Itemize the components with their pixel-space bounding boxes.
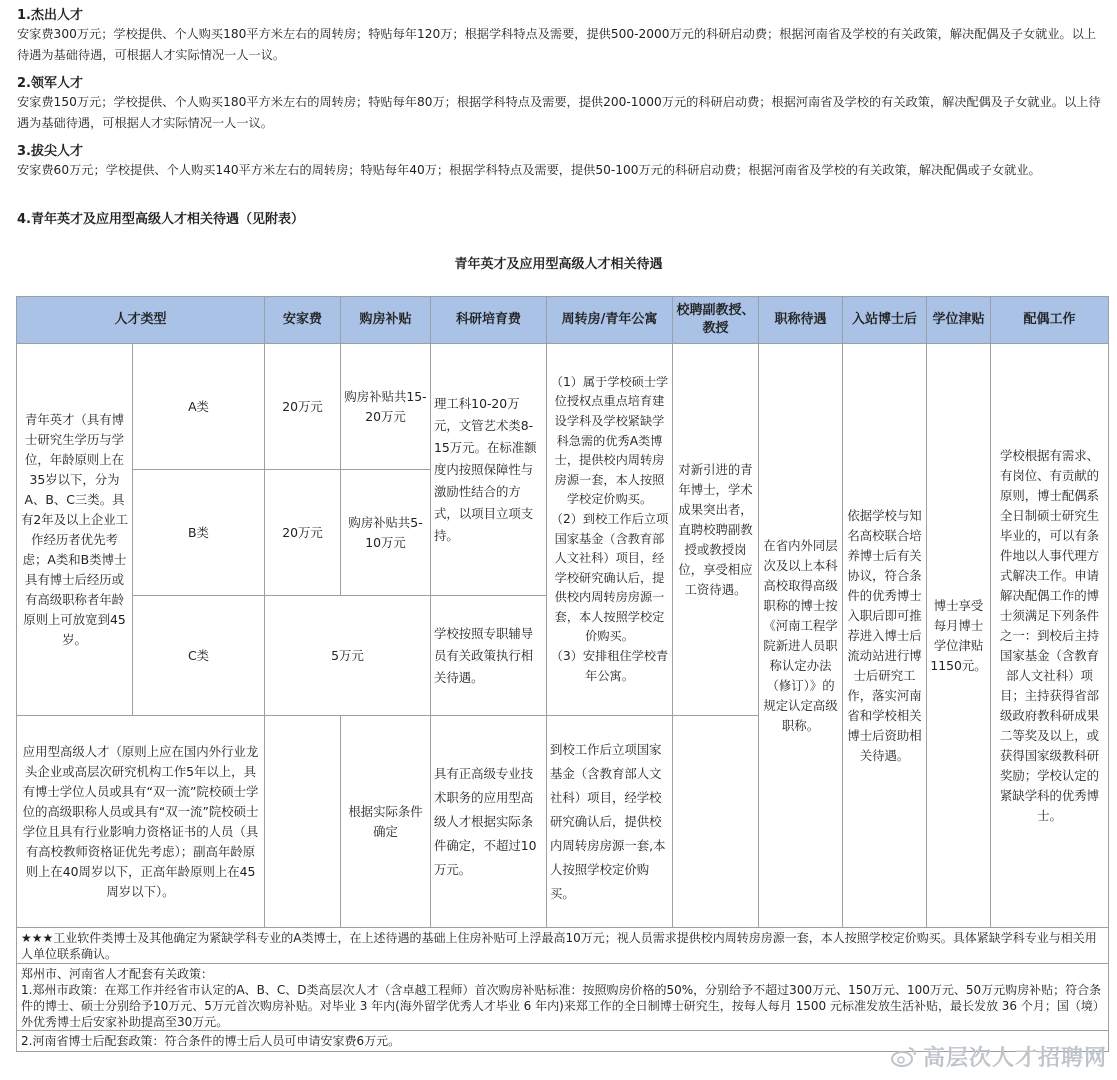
youth-description: 青年英才（具有博士研究生学历与学位，年龄原则上在35岁以下，分为A、B、C三类。具有2年及以上企业工作经历者优先考虑；A类和B类博士具有博士后经历或有高级职称者年龄原则上可放宽到45岁。 <box>17 344 133 716</box>
table-title: 青年英才及应用型高级人才相关待遇 <box>454 257 663 272</box>
header-row <box>17 297 1109 344</box>
row-class-a <box>17 344 1109 470</box>
header-postdoc: 入站博士后 <box>843 297 927 344</box>
header-apartment: 周转房/青年公寓 <box>547 297 673 344</box>
section-text-topnotch: 安家费60万元；学校提供、个人购买140平方米左右的周转房；特贴每年40万；根据学科特点及需要，提供50-100万元的科研启动费；根据河南省及学校的有关政策，解决配偶或子女就业。 <box>17 163 1041 177</box>
research-ab: 理工科10-20万元，文管艺术类8-15万元。在标准额度内按照保障性与激励性结合的方式，以项目立项支持。 <box>431 344 547 596</box>
class-c-label: C类 <box>133 596 265 716</box>
class-b-settle: 20万元 <box>265 470 341 596</box>
notes-cell <box>17 928 1109 1052</box>
header-housing: 购房补贴 <box>341 297 431 344</box>
youth-apartment: （1）属于学校硕士学位授权点重点培育建设学科及学校紧缺学科急需的优秀A类博士，提供校内周转房房源一套，本人按照学校定价购买。 （2）到校工作后立项国家基金（含教育部人文社科）项目，经学校研究确认后，提供校内周转房房源一套，本人按照学校定价购买。 （3）安排租住学校青年公寓。 <box>547 344 673 716</box>
class-c-settle: 5万元 <box>265 596 431 716</box>
header-research: 科研培育费 <box>431 297 547 344</box>
spouse-work: 学校根据有需求、有岗位、有贡献的原则，博士配偶系全日制硕士研究生毕业的，可以有条件地以人事代理方式解决工作。申请解决配偶工作的博士须满足下列条件之一：到校后主持国家基金（含教育部人文社科）项目；主持获得省部级政府教科研成果二等奖及以上，或获得国家级教科研奖励；学校认定的紧缺学科的优秀博士。 <box>991 344 1109 928</box>
applied-professor <box>673 716 759 928</box>
note-zhengzhou: 1.郑州市政策：在郑工作并经省市认定的A、B、C、D类高层次人才（含卓越工程师）首次购房补贴标准：按照购房价格的50%，分别给予不超过300万元、150万元、100万元、50万元购房补贴；符合条件的博士、硕士分别给予10万元、5万元首次购房补贴。对毕业 3 年内(海外留学优秀人才毕业 6 年内)来郑工作的全日制博士研究生，按每人每月 1500 元标准发放生活补贴，最长发放 36 个月；国（境）外优秀博士后安家补助提高至30万元。 <box>21 983 1105 1029</box>
class-b-housing: 购房补贴共5-10万元 <box>341 470 431 596</box>
applied-housing: 根据实际条件确定 <box>341 716 431 928</box>
applied-settle <box>265 716 341 928</box>
header-degree: 学位津贴 <box>927 297 991 344</box>
notes-row <box>17 928 1109 1052</box>
header-talent-type: 人才类型 <box>17 297 265 344</box>
benefits-table <box>16 296 1109 1052</box>
applied-description: 应用型高级人才（原则上应在国内外行业龙头企业或高层次研究机构工作5年以上，具有博士学位人员或具有“双一流”院校硕士学位的高级职称人员或具有“双一流”院校硕士学位且具有行业影响力资格证书的人员（具有高校教师资格证优先考虑）；副高年龄原则上在40周岁以下，正高年龄原则上在45周岁以下）。 <box>17 716 265 928</box>
degree-allowance: 博士享受每月博士学位津贴1150元。 <box>927 344 991 928</box>
note-henan: 2.河南省博士后配套政策：符合条件的博士后人员可申请安家费6万元。 <box>17 1030 1108 1049</box>
section-title-topnotch: 3.拔尖人才 <box>17 144 83 159</box>
header-professor: 校聘副教授、教授 <box>673 297 759 344</box>
applied-apartment: 到校工作后立项国家基金（含教育部人文社科）项目，经学校研究确认后，提供校内周转房房源一套,本人按照学校定价购买。 <box>547 716 673 928</box>
section-title-outstanding: 1.杰出人才 <box>17 8 83 23</box>
section-title-youth: 4.青年英才及应用型高级人才相关待遇（见附表） <box>17 212 304 227</box>
class-b-label: B类 <box>133 470 265 596</box>
youth-professor: 对新引进的青年博士，学术成果突出者，直聘校聘副教授或教授岗位，享受相应工资待遇。 <box>673 344 759 716</box>
note-shortage: ★★★工业软件类博士及其他确定为紧缺学科专业的A类博士，在上述待遇的基础上住房补贴可上浮最高10万元；视人员需求提供校内周转房房源一套，本人按照学校定价购买。具体紧缺学科专业与相关用人单位联系确认。 <box>21 931 1097 961</box>
class-a-label: A类 <box>133 344 265 470</box>
note-local-title: 郑州市、河南省人才配套有关政策： <box>17 963 1108 982</box>
class-a-settle: 20万元 <box>265 344 341 470</box>
header-settle: 安家费 <box>265 297 341 344</box>
watermark <box>891 1041 1107 1072</box>
title-treatment: 在省内外同层次及以上本科高校取得高级职称的博士按《河南工程学院新进人员职称认定办法（修订）》的规定认定高级职称。 <box>759 344 843 928</box>
section-text-outstanding: 安家费300万元；学校提供、个人购买180平方米左右的周转房；特贴每年120万；根据学科特点及需要，提供500-2000万元的科研启动费；根据河南省及学校的有关政策，解决配偶及子女就业。以上待遇为基础待遇，可根据人才实际情况一人一议。 <box>17 27 1097 62</box>
weibo-icon <box>891 1046 917 1068</box>
class-a-housing: 购房补贴共15-20万元 <box>341 344 431 470</box>
applied-research: 具有正高级专业技术职务的应用型高级人才根据实际条件确定，不超过10万元。 <box>431 716 547 928</box>
section-text-leading: 安家费150万元；学校提供、个人购买180平方米左右的周转房；特贴每年80万；根据学科特点及需要，提供200-1000万元的科研启动费；根据河南省及学校的有关政策，解决配偶及子女就业。以上待遇为基础待遇，可根据人才实际情况一人一议。 <box>17 95 1101 130</box>
research-c: 学校按照专职辅导员有关政策执行相关待遇。 <box>431 596 547 716</box>
section-title-leading: 2.领军人才 <box>17 76 83 91</box>
watermark-text: 高层次人才招聘网 <box>922 1046 1107 1071</box>
postdoc: 依据学校与知名高校联合培养博士后有关协议，符合条件的优秀博士入职后即可推荐进入博士后流动站进行博士后研究工作，落实河南省和学校相关博士后资助相关待遇。 <box>843 344 927 928</box>
header-spouse: 配偶工作 <box>991 297 1109 344</box>
header-title: 职称待遇 <box>759 297 843 344</box>
